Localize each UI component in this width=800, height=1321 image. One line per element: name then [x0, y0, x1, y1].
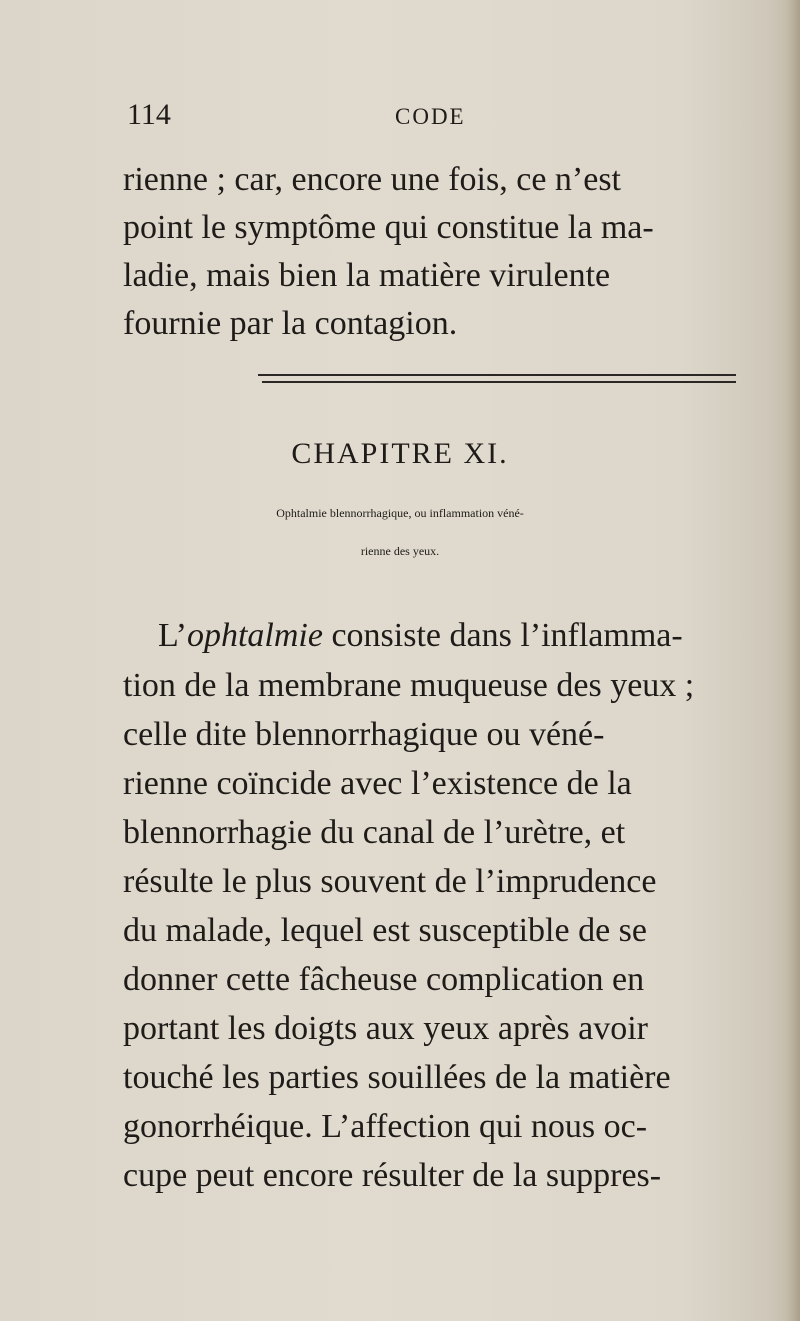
text-line: donner cette fâcheuse complication en: [123, 961, 645, 998]
text-line: rienne coïncide avec l’existence de la: [123, 765, 632, 802]
text-line: blennorrhagie du canal de l’urètre, et: [123, 814, 626, 851]
text-line: cupe peut encore résulter de la suppres-: [123, 1157, 662, 1194]
text-line: ladie, mais bien la matière virulente: [123, 257, 611, 294]
chapter-subtitle: Ophtalmie blennorrhagique, ou inflammation véné-: [276, 506, 524, 520]
italic-term: ophtalmie: [186, 617, 323, 654]
chapter-title: CHAPITRE XI.: [291, 437, 509, 470]
page-header: [127, 98, 747, 142]
text-line: point le symptôme qui constitue la ma-: [123, 209, 654, 246]
chapter-rule: [262, 381, 736, 383]
paragraph-prefix: L’: [158, 617, 187, 654]
text-line: celle dite blennorrhagique ou véné-: [123, 716, 605, 753]
page-edge: [784, 0, 800, 1321]
text-line: gonorrhéique. L’affection qui nous oc-: [123, 1108, 648, 1145]
text-line: rienne ; car, encore une fois, ce n’est: [123, 161, 621, 198]
text-line: fournie par la contagion.: [123, 305, 458, 342]
text-line: du malade, lequel est susceptible de se: [123, 912, 647, 949]
text-line: tion de la membrane muqueuse des yeux ;: [123, 667, 695, 704]
text-line: touché les parties souillées de la matière: [123, 1059, 671, 1096]
chapter-subtitle: rienne des yeux.: [360, 544, 440, 558]
paragraph-first-line-rest: consiste dans l’inflamma-: [322, 617, 683, 654]
running-head: CODE: [395, 104, 466, 129]
chapter-rule: [258, 374, 736, 376]
text-line: résulte le plus souvent de l’imprudence: [123, 863, 657, 900]
page-number: 114: [127, 98, 171, 131]
text-line: portant les doigts aux yeux après avoir: [123, 1010, 648, 1047]
paragraph-first-line: [158, 614, 683, 658]
